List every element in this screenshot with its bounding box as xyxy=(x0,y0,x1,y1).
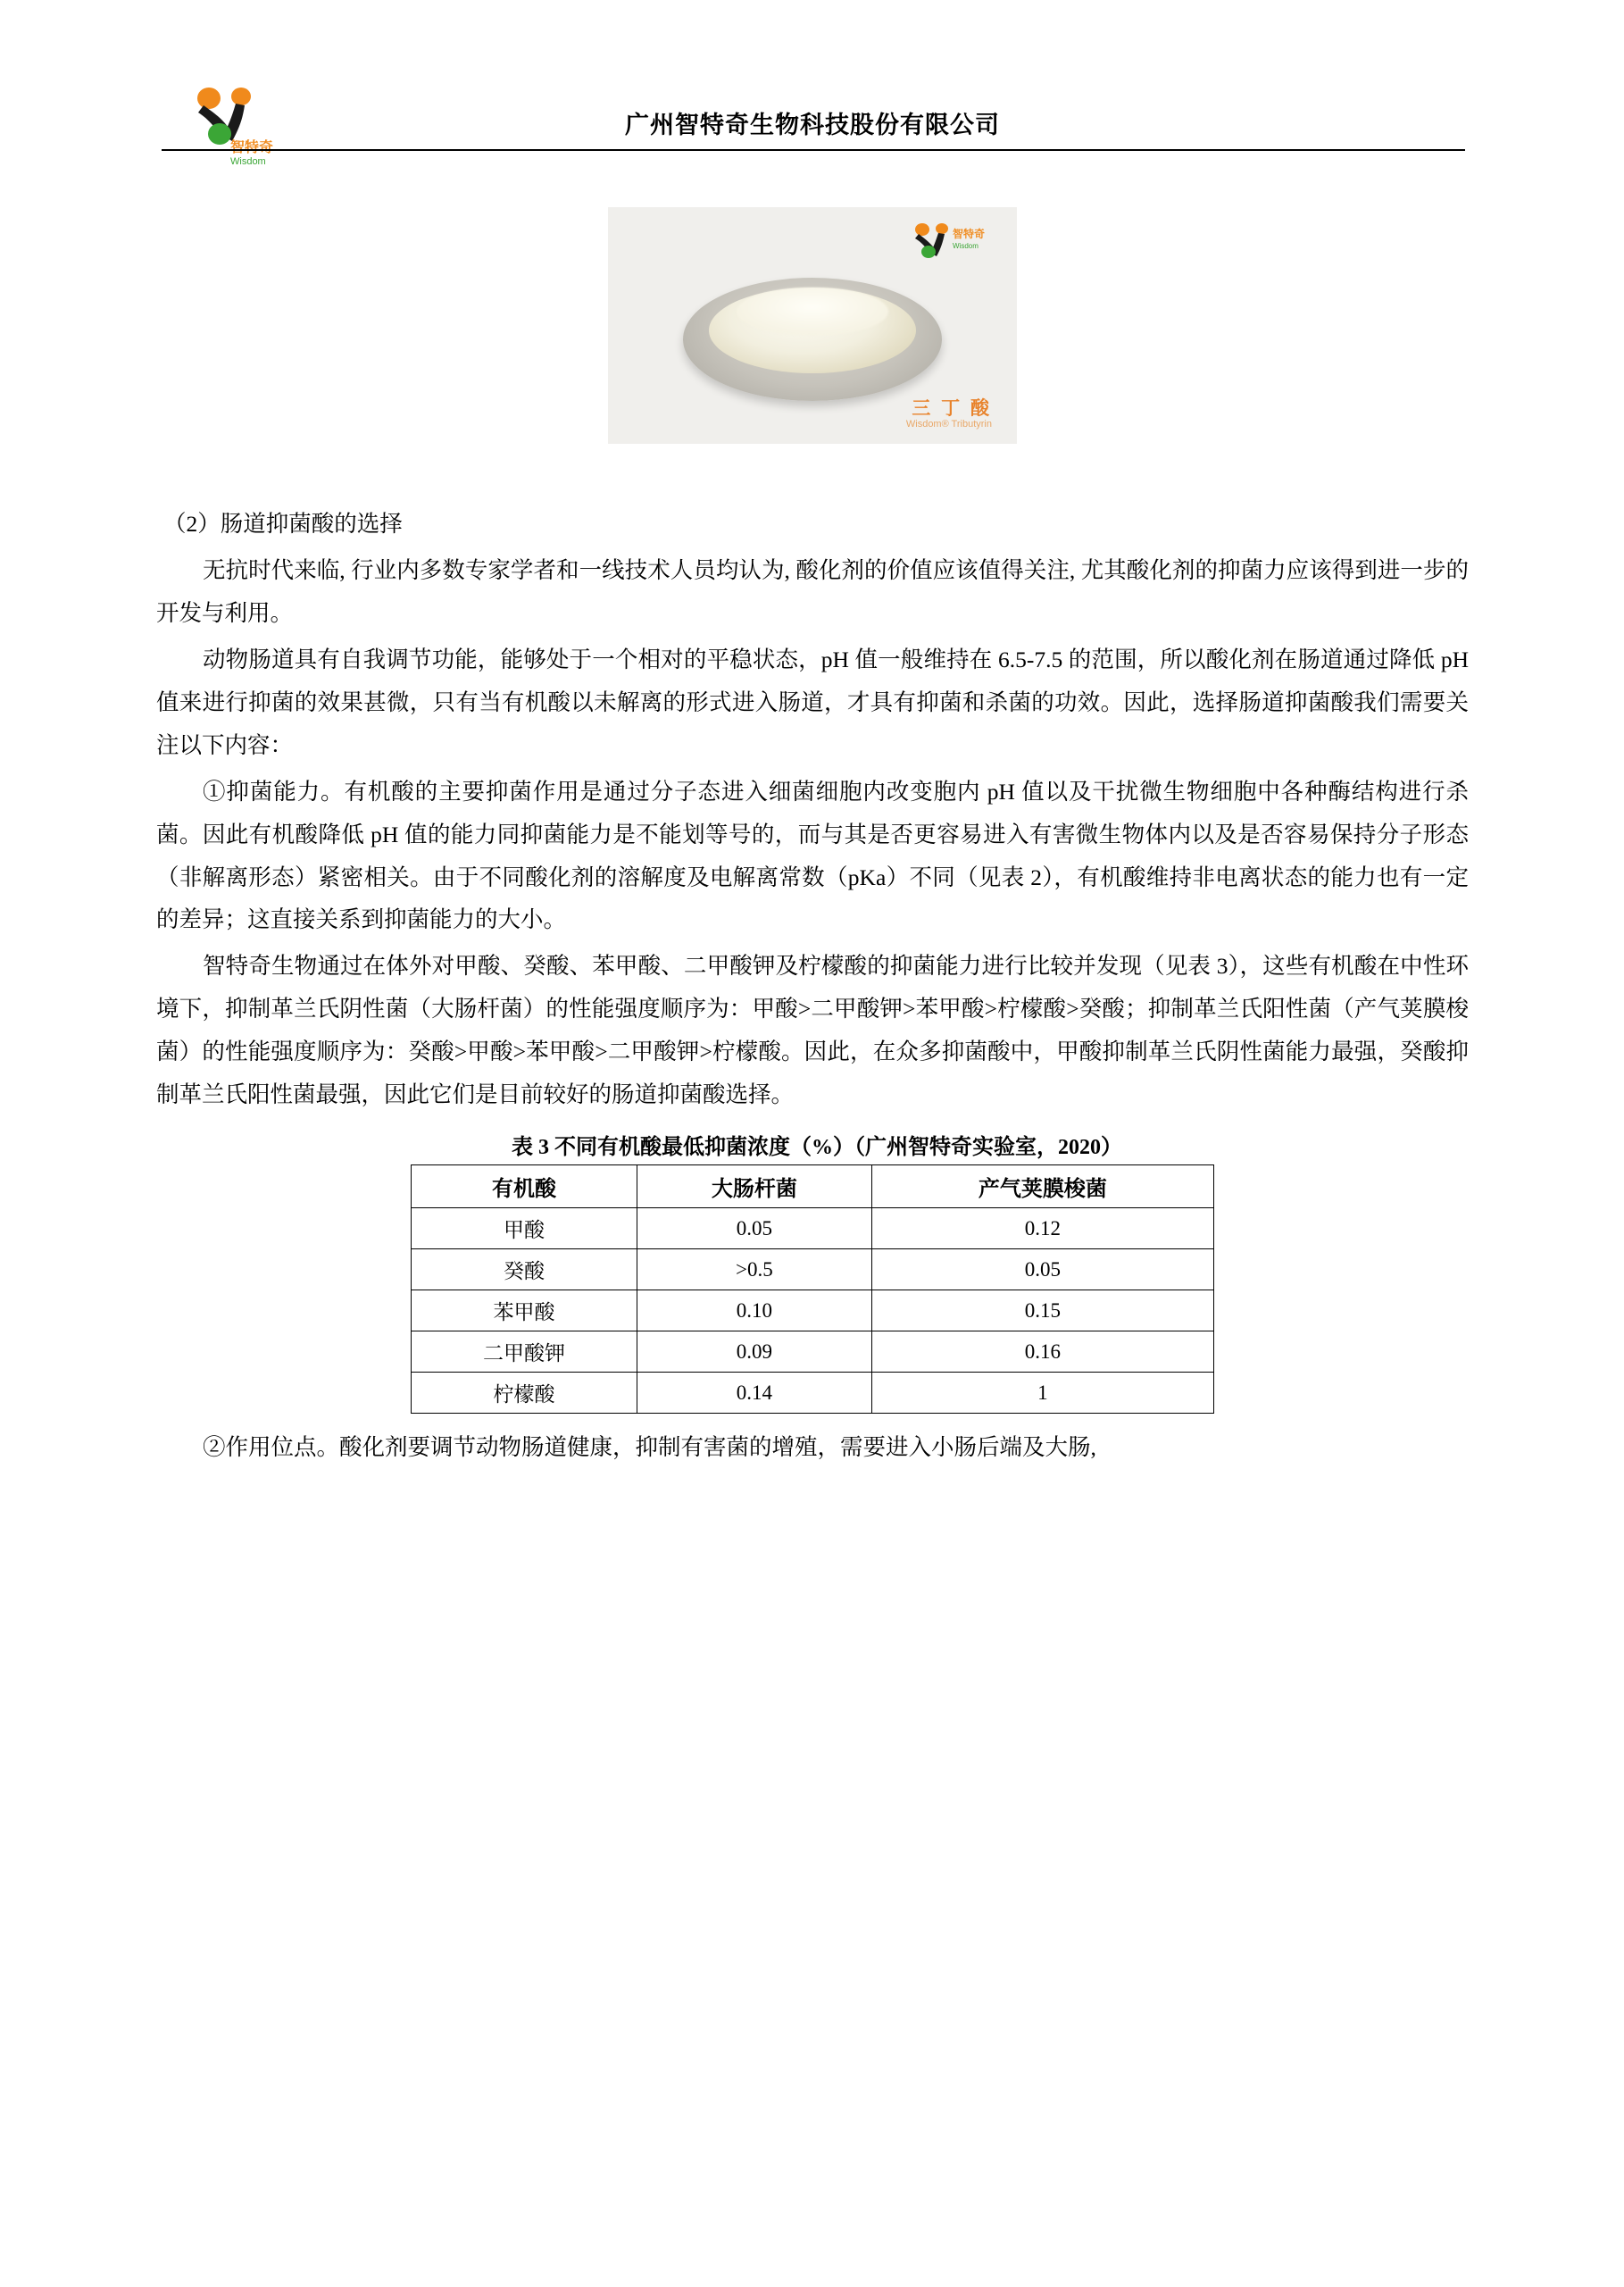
table-header-row xyxy=(412,1165,1214,1208)
table-row xyxy=(412,1373,1214,1414)
cell-acid-name: 柠檬酸 xyxy=(412,1373,637,1414)
cell-ecoli-value: 0.05 xyxy=(637,1208,871,1249)
paragraph-after-table: ②作用位点。酸化剂要调节动物肠道健康，抑制有害菌的增殖，需要进入小肠后端及大肠, xyxy=(203,1434,1096,1461)
cell-clostridium-value: 1 xyxy=(871,1373,1213,1414)
cell-ecoli-value: 0.14 xyxy=(637,1373,871,1414)
table-row xyxy=(412,1249,1214,1290)
table-row xyxy=(412,1290,1214,1331)
product-figure xyxy=(156,207,1469,444)
svg-text:Wisdom: Wisdom xyxy=(230,156,266,167)
paragraph-2: 动物肠道具有自我调节功能，能够处于一个相对的平稳状态，pH 值一般维持在 6.5-7.5 的范围，所以酸化剂在肠道通过降低 pH 值来进行抑菌的效果甚微，只有当有机酸以未解离的形式进入肠道，才具有抑菌和杀菌的功效。因此，选择肠道抑菌酸我们需要关注以下内容： xyxy=(156,646,1469,758)
cell-acid-name: 苯甲酸 xyxy=(412,1290,637,1331)
cell-acid-name: 癸酸 xyxy=(412,1249,637,1290)
cell-clostridium-value: 0.05 xyxy=(871,1249,1213,1290)
paragraph-3: ①抑菌能力。有机酸的主要抑菌作用是通过分子态进入细菌细胞内改变胞内 pH 值以及干扰微生物细胞中各种酶结构进行杀菌。因此有机酸降低 pH 值的能力同抑菌能力是不能划等号的，而与其是否更容易进入有害微生物体内以及是否容易保持分子形态（非解离形态）紧密相关。由于不同酸化剂的溶解度及电解离常数（pKa）不同（见表 2），有机酸维持非电离状态的能力也有一定的差异；这直接关系到抑菌能力的大小。 xyxy=(156,778,1469,933)
header-divider xyxy=(162,149,1465,151)
section-heading: （2）肠道抑菌酸的选择 xyxy=(163,511,403,537)
page-content xyxy=(156,0,1469,1492)
photo-watermark-cn: 三 丁 酸 xyxy=(912,397,992,419)
mic-table xyxy=(411,1164,1214,1414)
cell-acid-name: 甲酸 xyxy=(412,1208,637,1249)
photo-watermark xyxy=(906,398,992,430)
table-header-clostridium: 产气荚膜梭菌 xyxy=(871,1165,1213,1208)
table-caption: 表 3 不同有机酸最低抑菌浓度（%）（广州智特奇实验室，2020） xyxy=(512,1136,1122,1160)
cell-clostridium-value: 0.16 xyxy=(871,1331,1213,1373)
photo-logo xyxy=(903,218,1003,268)
table-header-organic-acid: 有机酸 xyxy=(412,1165,637,1208)
paragraph-1: 无抗时代来临, 行业内多数专家学者和一线技术人员均认为, 酸化剂的价值应该值得关注, 尤其酸化剂的抑菌力应该得到进一步的开发与利用。 xyxy=(156,556,1469,626)
powder-highlight xyxy=(737,288,888,336)
cell-clostridium-value: 0.15 xyxy=(871,1290,1213,1331)
header-company-name: 广州智特奇生物科技股份有限公司 xyxy=(625,112,1000,138)
cell-ecoli-value: 0.10 xyxy=(637,1290,871,1331)
svg-text:智特奇: 智特奇 xyxy=(953,228,986,240)
table-row xyxy=(412,1331,1214,1373)
cell-ecoli-value: >0.5 xyxy=(637,1249,871,1290)
page-header xyxy=(156,79,1469,195)
body-text xyxy=(156,503,1469,1116)
product-photo xyxy=(608,207,1017,444)
cell-ecoli-value: 0.09 xyxy=(637,1331,871,1373)
photo-watermark-en: Wisdom® Tributyrin xyxy=(905,418,992,430)
table-row xyxy=(412,1208,1214,1249)
cell-clostridium-value: 0.12 xyxy=(871,1208,1213,1249)
table-header-ecoli: 大肠杆菌 xyxy=(637,1165,871,1208)
paragraph-4: 智特奇生物通过在体外对甲酸、癸酸、苯甲酸、二甲酸钾及柠檬酸的抑菌能力进行比较并发现（见表 3），这些有机酸在中性环境下，抑制革兰氏阴性菌（大肠杆菌）的性能强度顺序为：甲酸>二甲酸钾>苯甲酸>柠檬酸>癸酸；抑制革兰氏阳性菌（产气荚膜梭菌）的性能强度顺序为：癸酸>甲酸>苯甲酸>二甲酸钾>柠檬酸。因此，在众多抑菌酸中，甲酸抑制革兰氏阴性菌能力最强，癸酸抑制革兰氏阳性菌最强，因此它们是目前较好的肠道抑菌酸选择。 xyxy=(156,953,1469,1108)
cell-acid-name: 二甲酸钾 xyxy=(412,1331,637,1373)
svg-text:Wisdom: Wisdom xyxy=(953,242,979,250)
svg-text:智特奇: 智特奇 xyxy=(230,140,274,155)
